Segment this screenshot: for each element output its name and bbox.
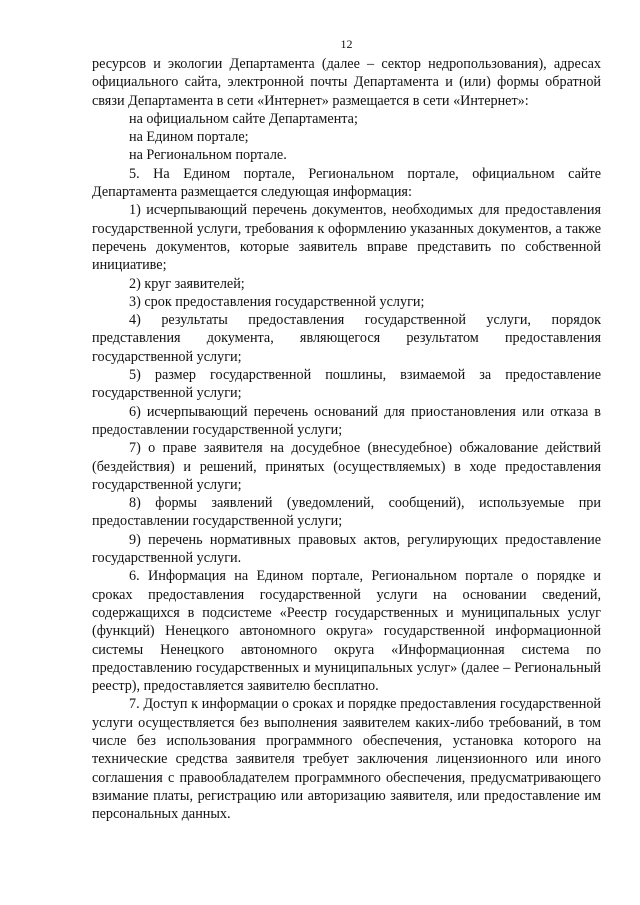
item-5-9: 9) перечень нормативных правовых актов, регулирующих предоставление государственной услуги. [92,531,601,567]
paragraph-5: 5. На Едином портале, Региональном портале, официальном сайте Департамента размещается следующая информация: [92,165,601,201]
paragraph-continuation: ресурсов и экологии Департамента (далее – сектор недропользования), адресах официального сайта, электронной почты Департамента и (или) формы обратной связи Департамента в сети «Интернет» размещается в сети «Интернет»: [92,56,601,109]
list-item-regional-portal: на Региональном портале. [129,147,287,164]
item-5-8: 8) формы заявлений (уведомлений, сообщений), используемые при предоставлении государственной услуги; [92,495,601,530]
item-5-5: 5) размер государственной пошлины, взимаемой за предоставление государственной услуги; [92,367,601,402]
item-5-7: 7) о праве заявителя на досудебное (внесудебное) обжалование действий (бездействия) и решений, принятых (осуществляемых) в ходе предоставления государственной услуги; [92,440,601,493]
paragraph-6: 6. Информация на Едином портале, Региональном портале о порядке и сроках предоставления государственной услуги на основании сведений, содержащихся в подсистеме «Реестр государственных и муниципальных услуг (функций) Ненецкого автономного округа» государственной информационной системы Ненецкого автономного округа «Информационная система по предоставлению государственных и муниципальных услуг» (далее – Региональный реестр), предоставляется заявителю бесплатно. [92,568,601,695]
item-5-6: 6) исчерпывающий перечень оснований для приостановления или отказа в предоставлении государственной услуги; [92,403,601,438]
item-5-3: 3) срок предоставления государственной услуги; [129,293,425,310]
list-item-unified-portal: на Едином портале; [129,129,249,146]
list-item-official-site: на официальном сайте Департамента; [129,110,358,127]
page-number: 12 [340,37,353,51]
item-5-1: 1) исчерпывающий перечень документов, необходимых для предоставления государственной услуги, требования к оформлению указанных документов, а также перечень документов, которые заявитель вправе представить по собственной инициативе; [92,202,601,274]
item-5-4: 4) результаты предоставления государственной услуги, порядок представления документа, являющегося результатом предоставления государственной услуги; [92,312,601,365]
document-page [92,36,601,823]
paragraph-7: 7. Доступ к информации о сроках и порядке предоставления государственной услуги осуществляется без выполнения заявителем каких-либо требований, в том числе без использования программного обеспечения, установка которого на технические средства заявителя требует заключения лицензионного или иного соглашения с правообладателем программного обеспечения, предусматривающего взимание платы, регистрацию или авторизацию заявителя, или предоставление им персональных данных. [92,696,601,823]
item-5-2: 2) круг заявителей; [129,275,245,292]
document-body [92,55,601,823]
